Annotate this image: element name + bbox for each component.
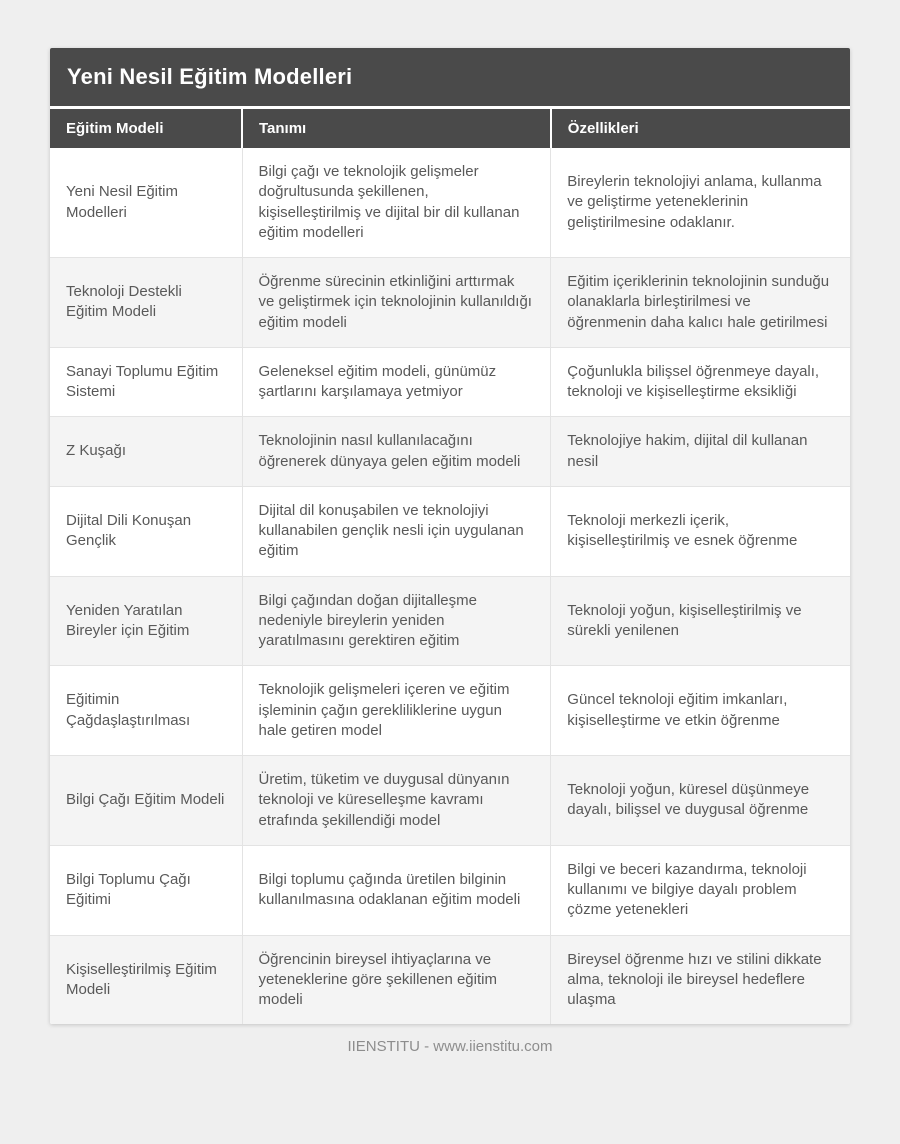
- features-cell: Bilgi ve beceri kazandırma, teknoloji kullanımı ve bilgiye dayalı problem çözme yetenekleri: [551, 845, 850, 935]
- table-header: [50, 109, 850, 148]
- table-row: [50, 417, 850, 487]
- column-header-model: Eğitim Modeli: [50, 109, 242, 148]
- definition-cell: Teknolojinin nasıl kullanılacağını öğrenerek dünyaya gelen eğitim modeli: [242, 417, 551, 487]
- definition-cell: Geleneksel eğitim modeli, günümüz şartlarını karşılamaya yetmiyor: [242, 347, 551, 417]
- features-cell: Bireylerin teknolojiyi anlama, kullanma ve geliştirme yeteneklerinin geliştirilmesine odaklanır.: [551, 148, 850, 258]
- model-cell: Yeniden Yaratılan Bireyler için Eğitim: [50, 576, 242, 666]
- features-cell: Güncel teknoloji eğitim imkanları, kişiselleştirme ve etkin öğrenme: [551, 666, 850, 756]
- table-body: [50, 148, 850, 1024]
- column-header-definition: Tanımı: [242, 109, 551, 148]
- table-row: [50, 576, 850, 666]
- table-row: [50, 845, 850, 935]
- model-cell: Yeni Nesil Eğitim Modelleri: [66, 183, 178, 221]
- table-row: [50, 666, 850, 756]
- features-cell: Çoğunlukla bilişsel öğrenmeye dayalı, teknoloji ve kişiselleştirme eksikliği: [551, 347, 850, 417]
- table-row: [50, 756, 850, 846]
- definition-cell: Öğrencinin bireysel ihtiyaçlarına ve yeteneklerine göre şekillenen eğitim modeli: [242, 935, 551, 1024]
- page-background: [0, 48, 900, 1144]
- model-cell: Dijital Dili Konuşan Gençlik: [50, 486, 242, 576]
- card-title: Yeni Nesil Eğitim Modelleri: [67, 64, 353, 89]
- footer-text: IIENSTITU - www.iienstitu.com: [347, 1038, 553, 1056]
- model-cell: Z Kuşağı: [50, 417, 242, 487]
- table-row: [50, 935, 850, 1024]
- table-row: [50, 258, 850, 348]
- features-cell: Bireysel öğrenme hızı ve stilini dikkate alma, teknoloji ile bireysel hedeflere ulaşma: [551, 935, 850, 1024]
- features-cell: Teknoloji yoğun, kişiselleştirilmiş ve sürekli yenilenen: [551, 576, 850, 666]
- definition-cell: Bilgi çağından doğan dijitalleşme nedeniyle bireylerin yeniden yaratılmasını gerektiren eğitim: [242, 576, 551, 666]
- model-cell: Sanayi Toplumu Eğitim Sistemi: [50, 347, 242, 417]
- definition-cell: Teknolojik gelişmeleri içeren ve eğitim işleminin çağın gerekliliklerine uygun hale getiren model: [242, 666, 551, 756]
- features-cell: Teknoloji merkezli içerik, kişiselleştirilmiş ve esnek öğrenme: [551, 486, 850, 576]
- footer: [0, 1038, 900, 1055]
- model-cell: Bilgi Çağı Eğitim Modeli: [50, 756, 242, 846]
- card-title-bar: [50, 48, 850, 109]
- definition-cell: Öğrenme sürecinin etkinliğini arttırmak ve geliştirmek için teknolojinin kullanıldığı eğitim modeli: [242, 258, 551, 348]
- model-cell: Eğitimin Çağdaşlaştırılması: [50, 666, 242, 756]
- definition-cell: Dijital dil konuşabilen ve teknolojiyi kullanabilen gençlik nesli için uygulanan eğitim: [242, 486, 551, 576]
- model-cell: Teknoloji Destekli Eğitim Modeli: [50, 258, 242, 348]
- model-cell: Kişiselleştirilmiş Eğitim Modeli: [50, 935, 242, 1024]
- model-cell: Bilgi Toplumu Çağı Eğitimi: [50, 845, 242, 935]
- column-header-features: Özellikleri: [551, 109, 850, 148]
- table-row: [50, 148, 850, 258]
- features-cell: Teknoloji yoğun, küresel düşünmeye dayalı, bilişsel ve duygusal öğrenme: [551, 756, 850, 846]
- definition-cell: Üretim, tüketim ve duygusal dünyanın teknoloji ve küreselleşme kavramı etrafında şekillendiği model: [242, 756, 551, 846]
- features-cell: Teknolojiye hakim, dijital dil kullanan nesil: [551, 417, 850, 487]
- definition-cell: Bilgi toplumu çağında üretilen bilginin kullanılmasına odaklanan eğitim modeli: [242, 845, 551, 935]
- features-cell: Eğitim içeriklerinin teknolojinin sunduğu olanaklarla birleştirilmesi ve öğrenmenin daha kalıcı hale getirilmesi: [551, 258, 850, 348]
- education-models-card: [50, 48, 850, 1024]
- definition-cell: Bilgi çağı ve teknolojik gelişmeler doğrultusunda şekillenen, kişiselleştirilmiş ve dijital bir dil kullanan eğitim modelleri: [242, 148, 551, 258]
- table-row: [50, 347, 850, 417]
- education-models-table: [50, 109, 850, 1024]
- table-row: [50, 486, 850, 576]
- table-header-row: [50, 109, 850, 148]
